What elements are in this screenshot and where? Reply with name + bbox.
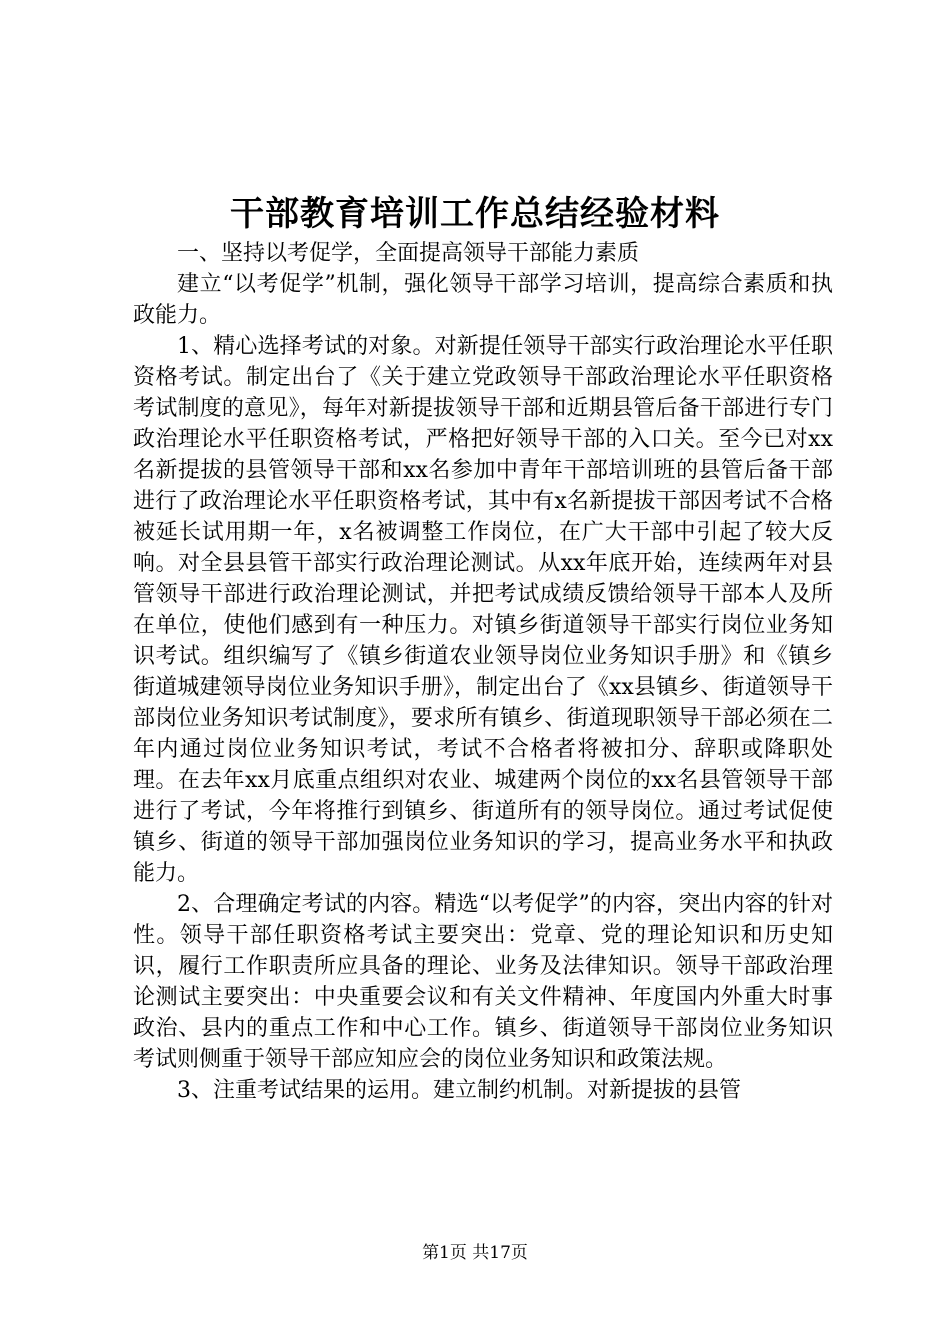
paragraph: 2、合理确定考试的内容。精选“以考促学”的内容，突出内容的针对性。领导干部任职资格考试主要突出：党章、党的理论知识和历史知识，履行工作职责所应具备的理论、业务及法律知识。领导干部政治理论测试主要突出：中央重要会议和有关文件精神、年度国内外重大时事政治、县内的重点工作和中心工作。镇乡、街道领导干部岗位业务知识考试则侧重于领导干部应知应会的岗位业务知识和政策法规。 — [133, 892, 833, 1072]
paragraph: 建立“以考促学”机制，强化领导干部学习培训，提高综合素质和执政能力。 — [133, 272, 833, 328]
document-body — [133, 238, 833, 1106]
paragraph: 1、精心选择考试的对象。对新提任领导干部实行政治理论水平任职资格考试。制定出台了《关于建立党政领导干部政治理论水平任职资格考试制度的意见》，每年对新提拔领导干部和近期县管后备干部进行专门政治理论水平任职资格考试，严格把好领导干部的入口关。至今已对xx名新提拔的县管领导干部和xx名参加中青年干部培训班的县管后备干部进行了政治理论水平任职资格考试，其中有x名新提拔干部因考试不合格被延长试用期一年，x名被调整工作岗位，在广大干部中引起了较大反响。对全县县管干部实行政治理论测试。从xx年底开始，连续两年对县管领导干部进行政治理论测试，并把考试成绩反馈给领导干部本人及所在单位，使他们感到有一种压力。对镇乡街道领导干部实行岗位业务知识考试。组织编写了《镇乡街道农业领导岗位业务知识手册》和《镇乡街道城建领导岗位业务知识手册》，制定出台了《xx县镇乡、街道领导干部岗位业务知识考试制度》，要求所有镇乡、街道现职领导干部必须在二年内通过岗位业务知识考试，考试不合格者将被扣分、辞职或降职处理。在去年xx月底重点组织对农业、城建两个岗位的xx名县管领导干部进行了考试，今年将推行到镇乡、街道所有的领导岗位。通过考试促使镇乡、街道的领导干部加强岗位业务知识的学习，提高业务水平和执政能力。 — [133, 334, 833, 886]
document-title: 干部教育培训工作总结经验材料 — [230, 194, 720, 234]
section-heading: 一、坚持以考促学，全面提高领导干部能力素质 — [177, 241, 640, 266]
page-footer: 第1页 共17页 — [422, 1243, 528, 1263]
paragraph: 3、注重考试结果的运用。建立制约机制。对新提拔的县管 — [177, 1078, 741, 1103]
